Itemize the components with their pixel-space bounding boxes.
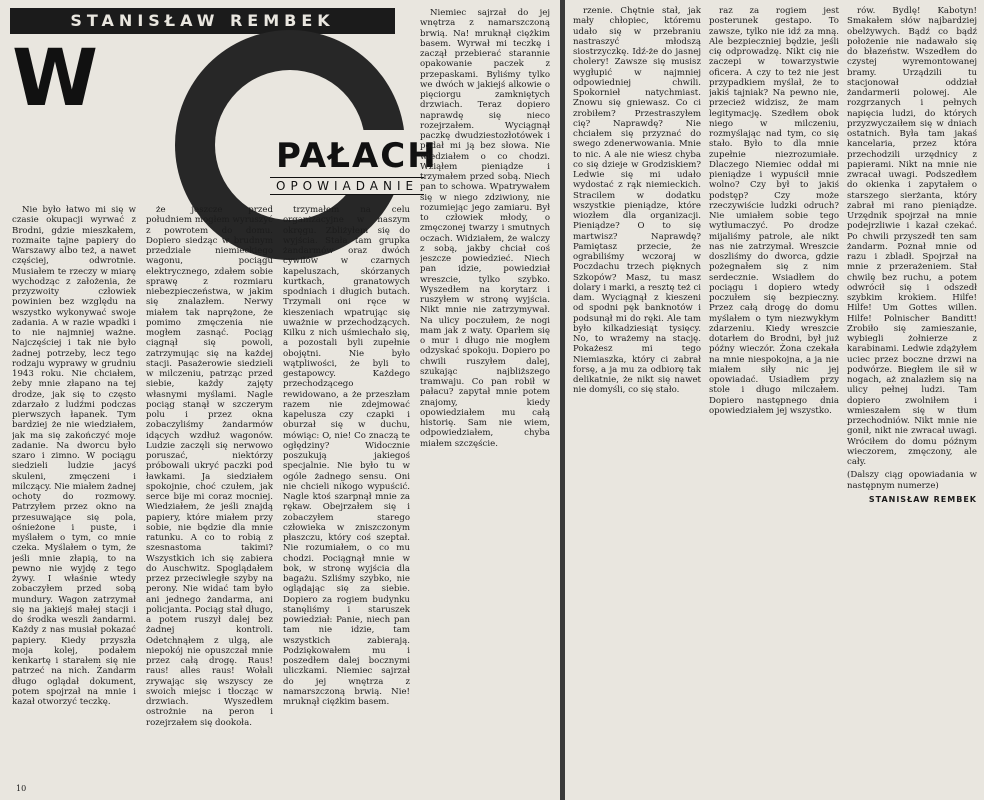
text-column-3	[283, 205, 410, 785]
author-name: STANISŁAW REMBEK	[10, 8, 395, 34]
column-2-text: że jeszcze przed południem mogłem wyruszyć z powrotem do domu. Dopiero siedząc w brudnym przedziale niemieckiego wagonu, pociągu elektrycznego, zdałem sobie sprawę z rozmiaru niebezpieczeństwa, w jakim się znalazłem. Nerwy miałem tak naprężone, że pomimo zmęczenia nie mogłem zasnąć. Pociąg ciągnął się powoli, zatrzymując się na każdej stacji. Pasażerowie siedzieli w milczeniu, patrząc przed siebie, każdy zajęty własnymi myślami. Nagle pociąg stanął w szczerym polu i przez okna zobaczyliśmy żandarmów idących wzdłuż wagonów. Ludzie zaczęli się nerwowo poruszać, niektórzy próbowali ukryć paczki pod ławkami. Ja siedziałem spokojnie, choć czułem, jak serce bije mi coraz mocniej. Wiedziałem, że jeśli znajdą papiery, które miałem przy sobie, nie będzie dla mnie ratunku. A co to robią z szesnastoma takimi? Wszystkich ich się zabiera do Auschwitz. Spoglądałem przez przeciwległe szyby na perony. Nie widać tam było ani jednego żandarma, ani policjanta. Pociąg stał długo, a potem ruszył dalej bez żadnej kontroli. Odetchnąłem z ulgą, ale niepokój nie opuszczał mnie przez całą drogę. Raus! raus! alles raus! Wołali zrywając się wszyscy ze swoich miejsc i tłocząc w drzwiach. Wyszedłem ostrożnie na peron i rozejrzałem się dookoła.	[146, 205, 273, 728]
page-number: 10	[16, 784, 27, 793]
text-column-1	[12, 205, 136, 780]
column-7-text: rów. Bydlę! Kabotyn! Smakałem słów najbardziej obelżywych. Bądź co bądź położenie nie nadawało się do błazeństw. Wszedłem do czystej wyremontowanej bramy. Urządzili tu stacjonował oddział żandarmerii polowej. Ale rozgrzanych i pełnych napięcia ludzi, do których przyzwyczaiłem się w dniach ostatnich. Była tam jakaś kancelaria, przez która przechodzili urzędnicy z papierami. Nikt na mnie nie zwracał uwagi. Podszedłem do okienka i zapytałem o starszego sierżanta, który zabrał mi rano pieniądze. Urzędnik spojrzał na mnie podejrzliwie i kazał czekać. Po chwili przyszedł ten sam żandarm. Poznał mnie od razu i zbladł. Spojrzał na mnie z przerażeniem. Stał chwilę bez ruchu, a potem odwrócił się i odszedł szybkim krokiem. Hilfe! Hilfe! Um Gottes willen. Hilfe! Polnischer Banditt! Zrobiło się zamieszanie, wybiegli żołnierze z karabinami. Ledwie zdążyłem uciec przez boczne drzwi na podwórze. Biegłem ile sił w nogach, aż znalazłem się na ulicy pełnej ludzi. Tam dopiero zwolniłem i wmieszałem się w tłum przechodniów. Nikt mnie nie gonił, nikt nie zwracał uwagi. Wróciłem do domu późnym wieczorem, zmęczony, ale cały.	[847, 6, 977, 467]
column-1-text: Nie było łatwo mi się w czasie okupacji wyrwać z Brodni, gdzie mieszkałem, rozmaite tajne papiery do Warszawy albo też, a nawet częściej, odwrotnie. Musiałem te rzeczy w miarę wychodząc z założenia, że przyzwoity człowiek powinien bez względu na wszystko wykonywać swoje zadania. A w razie wpadki i to nie najmniej ważne. Najczęściej i tak nie było żadnej potrzeby, lecz tego rodzaju wyprawy w grudniu 1943 roku. Nie chciałem, żeby mnie złapano na tej drodze, jak się to często zdarzało z ludźmi podczas pierwszych łapanek. Tym bardziej że nie wiedziałem, jak ma się zakończyć moje zadanie. Na dworcu było szaro i zimno. W pociągu siedzieli ludzie jacyś skuleni, zmęczeni i milczący. Nie miałem żadnej ochoty do rozmowy. Patrzyłem przez okno na przesuwające się pola, ośnieżone i puste, i myślałem o tym, co mnie czeka. Myślałem o tym, że jeśli mnie złapią, to na pewno nie wyjdę z tego żywy. I właśnie wtedy zobaczyłem przed sobą mundury. Wagon zatrzymał się na jakiejś małej stacji i do środka weszli żandarmi. Każdy z nas musiał pokazać papiery. Kiedy przyszła moja kolej, podałem kenkartę i starałem się nie patrzeć na nich. Żandarm długo oglądał dokument, potem spojrzał na mnie i kazał otworzyć teczkę.	[12, 205, 136, 707]
text-column-6	[709, 6, 839, 792]
story-title: PAŁACH	[272, 136, 442, 176]
story-subtitle: OPOWIADANIE	[270, 177, 424, 195]
text-column-4	[420, 8, 550, 786]
text-column-5	[573, 6, 701, 792]
column-4-text: Niemiec sajrzał do jej wnętrza z namarszczoną brwią. Na! mruknął ciężkim basem. Wyrwał mi teczkę i zaczął przebierać starannie opakowanie paczek z przepaskami. Byliśmy tylko we dwóch w jakiejś alkowie o pięciorgu zamkniętych drzwiach. Teraz dopiero naprawdę się nieco rozejrzałem. Wyciągnął paczkę dwudziestozłotówek i podał mi ją bez słowa. Nie wiedziałem o co chodzi. Wziąłem pieniądze i trzymałem przed sobą. Niech pan to schowa. Wpatrywałem się w niego zdziwiony, nie rozumiejąc jego zamiaru. Był to człowiek młody, o zmęczonej twarzy i smutnych oczach. Widziałem, że walczy z sobą, jakby chciał coś jeszcze powiedzieć. Niech pan idzie, powiedział wreszcie, tylko szybko. Wyszedłem na korytarz i ruszyłem w stronę wyjścia. Nikt mnie nie zatrzymywał. Na ulicy poczułem, że nogi mam jak z waty. Oparłem się o mur i długo nie mogłem odzyskać spokoju. Dopiero po chwili ruszyłem dalej, szukając najbliższego tramwaju. Co pan robił w pałacu? zapytał mnie potem znajomy, kiedy opowiedziałem mu całą historię. Sam nie wiem, odpowiedziałem, chyba miałem szczęście.	[420, 8, 550, 449]
text-column-7	[847, 6, 977, 792]
closing-note: (Dalszy ciąg opowiadania w następnym numerze)	[847, 470, 977, 491]
title-initial-letter: W	[12, 34, 99, 124]
column-3-text: trzymałem na celu organizacyjne w naszym okręgu. Zbliżyłem się do wyjścia. Stała tam grupka żandarmów oraz dwóch cywilów w czarnych kapeluszach, skórzanych kurtkach, granatowych spodniach i długich butach. Trzymali oni ręce w kieszeniach wpatrując się uważnie w przechodzących. Kilku z nich uśmiechało się, a pozostali byli zupełnie obojętni. Nie było wątpliwości, że byli to gestapowcy. Każdego przechodzącego rewidowano, a że przeszłam razem nie zdejmować kapelusza czy czapki i oburzał się w duchu, mówiąc: O, nie! Co znaczą te ogłędziny? Widocznie poszukują jakiegoś specjalnie. Nie było tu w ogóle żadnego sensu. Oni nie chcieli nikogo wypuścić. Nagle ktoś szarpnął mnie za rękaw. Obejrzałem się i zobaczyłem starego człowieka w zniszczonym płaszczu, który coś szeptał. Nie rozumiałem, o co mu chodzi. Pociągnął mnie w bok, w stronę wyjścia dla bagażu. Szliśmy szybko, nie oglądając się za siebie. Dopiero za rogiem budynku stanęliśmy i staruszek powiedział: Panie, niech pan tam nie idzie, tam wszystkich zabierają. Podziękowałem mu i poszedłem dalej bocznymi uliczkami. Niemiec sajrzał do jej wnętrza z namarszczoną brwią. Nie! mruknął ciężkim basem.	[283, 205, 410, 707]
right-page	[565, 0, 984, 800]
end-author-signature: STANISŁAW REMBEK	[868, 494, 977, 504]
text-column-2	[146, 205, 273, 785]
column-5-text: rzenie. Chętnie stał, jak mały chłopiec, któremu udało się w przebraniu nastraszyć młodszą siostrzyczkę. Idź-że do jasnej cholery! Zawsze się musisz wygłupić w najmniej odpowiedniej chwili. Spokornieł natychmiast. Znowu się gniewasz. Co ci zrobiłem? Przestraszyłem cię? Naprawdę? Nie chciałem się przyznać do swego zdenerwowania. Mnie to nic. A ale nie wiesz chyba co się dzieje w Grodziskiem? Ledwie się mi udało wydostać z rąk niemieckich. Stracilem w dodatku wszystkie pieniądze, które wiozłem dla organizacji. Pieniądze? O to się martwisz? Naprawdę? Pamiętasz przecie, że ograbiliśmy wczoraj w Poczdachu trzech pięknych Szkopów? Masz, tu masz dolary i marki, a resztę też ci dam. Wyciągnął z kieszeni od spodni pęk banknotów i podsunął mi do ręki. Ale tam było kilkadziesiąt tysięcy. No, to wrażemy na stację. Pokażesz mi tego Niemiaszka, który ci zabrał forsę, a ja mu za odbiorę tak delikatnie, że nikt się nawet nie domyśli, co się stało.	[573, 6, 701, 396]
column-6-text: raz za rogiem jest posterunek gestapo. To zawsze, tylko nie idź za mną. Ale bezpieczniej będzie, jeśli cię odprowadzę. Nikt cię nie zaczepi w towarzystwie oficera. A czy to też nie jest przypadkiem myślał, że to jakiś tajniak? Na pewno nie, przecież widzisz, że mam legitymację. Szedłem obok niego w milczeniu, rozmyślając nad tym, co się stało. Było to dla mnie zupełnie niezrozumiałe. Dlaczego Niemiec oddał mi pieniądze i wypuścił mnie wolno? Czy był to jakiś podstęp? Czy może rzeczywiście ludzki odruch? Nie umiałem sobie tego wytłumaczyć. Po drodze mijaliśmy patrole, ale nikt nas nie zatrzymał. Wreszcie doszliśmy do dworca, gdzie pożegnałem się z nim serdecznie. Wsiadłem do pociągu i dopiero wtedy poczułem się bezpieczny. Przez całą drogę do domu myślałem o tym niezwykłym zdarzeniu. Kiedy wreszcie dotarłem do Brodni, był już późny wieczór. Żona czekała na mnie niespokojna, a ja nie miałem siły nic jej opowiadać. Usiadłem przy stole i długo milczałem. Dopiero następnego dnia opowiedziałem jej wszystko.	[709, 6, 839, 416]
